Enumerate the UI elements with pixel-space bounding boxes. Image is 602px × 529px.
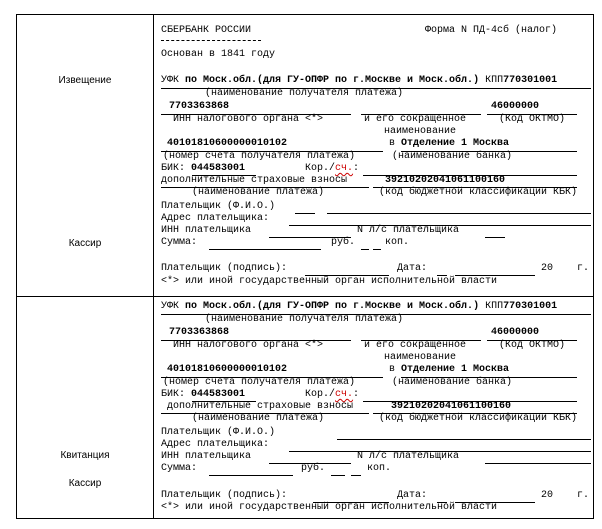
in-label-2: в Отделение 1 Москва: [389, 364, 510, 375]
oktmo-value: 46000000: [491, 101, 540, 112]
bik-line: БИК: 044583001: [161, 163, 246, 174]
recipient-caption-2: (наименование получателя платежа): [205, 314, 404, 325]
purpose-caption: (наименование платежа): [192, 187, 325, 198]
payment-form: [16, 14, 594, 519]
recipient-caption: (наименование получателя платежа): [205, 88, 404, 99]
oktmo-caption-2: (Код ОКТМО): [499, 340, 566, 351]
abbr-caption-2: и его сокращенное: [364, 340, 467, 351]
purpose-value-2: дополнительные страховые взносы: [167, 401, 354, 412]
kop-label-2: коп.: [367, 463, 392, 474]
ls-label: N л/с плательщика: [357, 225, 460, 236]
ls-line-2[interactable]: [485, 463, 591, 464]
sum-kop-line-2[interactable]: [373, 249, 381, 250]
payer-inn-label: ИНН плательщика: [161, 225, 252, 236]
recipient-line-2: УФК по Моск.обл.(для ГУ-ОПФР по г.Москве и Моск.обл.) КПП770301001: [161, 301, 558, 312]
kbk-value-2: 39210202041061100160: [391, 401, 512, 412]
kor-label: Кор./сч.:: [305, 163, 360, 174]
sum-kop-line-1[interactable]: [361, 249, 369, 250]
inn-caption: ИНН налогового органа <*>: [173, 114, 324, 125]
payer-addr-label: Адрес плательщика:: [161, 213, 270, 224]
purpose-caption-2: (наименование платежа): [192, 413, 325, 424]
sum-kop-line-2a[interactable]: [331, 475, 345, 476]
kbk-value: 39210202041061100160: [385, 175, 506, 186]
date-label-2: Дата:: [397, 490, 428, 501]
column-divider: [153, 15, 154, 518]
rub-label: руб.: [331, 237, 356, 248]
ls-line[interactable]: [485, 237, 505, 238]
name-caption-2: наименование: [384, 352, 457, 363]
payer-inn-label-2: ИНН плательщика: [161, 451, 252, 462]
g-label-2: г.: [577, 490, 590, 501]
account-caption: (номер счета получателя платежа): [163, 151, 356, 162]
payer-fio-line-2[interactable]: [337, 439, 591, 440]
payer-fio-label-2: Плательщик (Ф.И.О.): [161, 427, 276, 438]
account-caption-2: (номер счета получателя платежа): [163, 377, 356, 388]
section-divider: [17, 296, 593, 297]
date-label: Дата:: [397, 263, 428, 274]
bik-line-2: БИК: 044583001: [161, 389, 246, 400]
sum-rub-line[interactable]: [209, 249, 321, 250]
payer-fio-label: Плательщик (Ф.И.О.): [161, 201, 276, 212]
kbk-caption: (код бюджетной классификации КБК): [379, 187, 578, 198]
abbr-caption: и его сокращенное: [364, 114, 467, 125]
year-label: 20: [541, 263, 554, 274]
footnote: <*> или иной государственный орган исполнительной власти: [161, 276, 498, 287]
bank-name: СБЕРБАНК РОССИИ: [161, 25, 252, 36]
founded-text: Основан в 1841 году: [161, 49, 276, 60]
signature-label-2: Плательщик (подпись):: [161, 490, 288, 501]
recipient-line: УФК по Моск.обл.(для ГУ-ОПФР по г.Москве и Моск.обл.) КПП770301001: [161, 75, 558, 86]
ls-label-2: N л/с плательщика: [357, 451, 460, 462]
signature-label: Плательщик (подпись):: [161, 263, 288, 274]
sum-label: Сумма:: [161, 237, 198, 248]
payer-addr-label-2: Адрес плательщика:: [161, 439, 270, 450]
sum-kop-line-2b[interactable]: [351, 475, 361, 476]
rub-label-2: руб.: [301, 463, 326, 474]
inn-value-2: 7703363868: [169, 327, 230, 338]
label-kassir-top: Кассир: [68, 238, 102, 249]
purpose-value: дополнительные страховые взносы: [161, 175, 348, 186]
kor-label-2: Кор./сч.:: [305, 389, 360, 400]
in-label: в Отделение 1 Москва: [389, 138, 510, 149]
payer-fio-line[interactable]: [327, 213, 591, 214]
oktmo-caption: (Код ОКТМО): [499, 114, 566, 125]
inn-caption-2: ИНН налогового органа <*>: [173, 340, 324, 351]
bank-caption: (наименование банка): [392, 151, 513, 162]
bank-name-underline: [161, 40, 261, 41]
footnote-2: <*> или иной государственный орган исполнительной власти: [161, 502, 498, 513]
sum-label-2: Сумма:: [161, 463, 198, 474]
year-label-2: 20: [541, 490, 554, 501]
payer-fio-short-line[interactable]: [295, 213, 315, 214]
label-izveshchenie: Извещение: [58, 75, 112, 86]
form-name: Форма N ПД-4сб (налог): [425, 25, 558, 36]
kbk-caption-2: (код бюджетной классификации КБК): [379, 413, 578, 424]
account-value-2: 40101810600000010102: [167, 364, 288, 375]
bank-caption-2: (наименование банка): [392, 377, 513, 388]
kop-label: коп.: [385, 237, 410, 248]
account-value: 40101810600000010102: [167, 138, 288, 149]
g-label: г.: [577, 263, 590, 274]
inn-value: 7703363868: [169, 101, 230, 112]
label-kvitanciya: Квитанция: [60, 450, 110, 461]
name-caption: наименование: [384, 126, 457, 137]
label-kassir-bottom: Кассир: [68, 478, 102, 489]
sum-rub-line-2[interactable]: [209, 475, 293, 476]
oktmo-value-2: 46000000: [491, 327, 540, 338]
